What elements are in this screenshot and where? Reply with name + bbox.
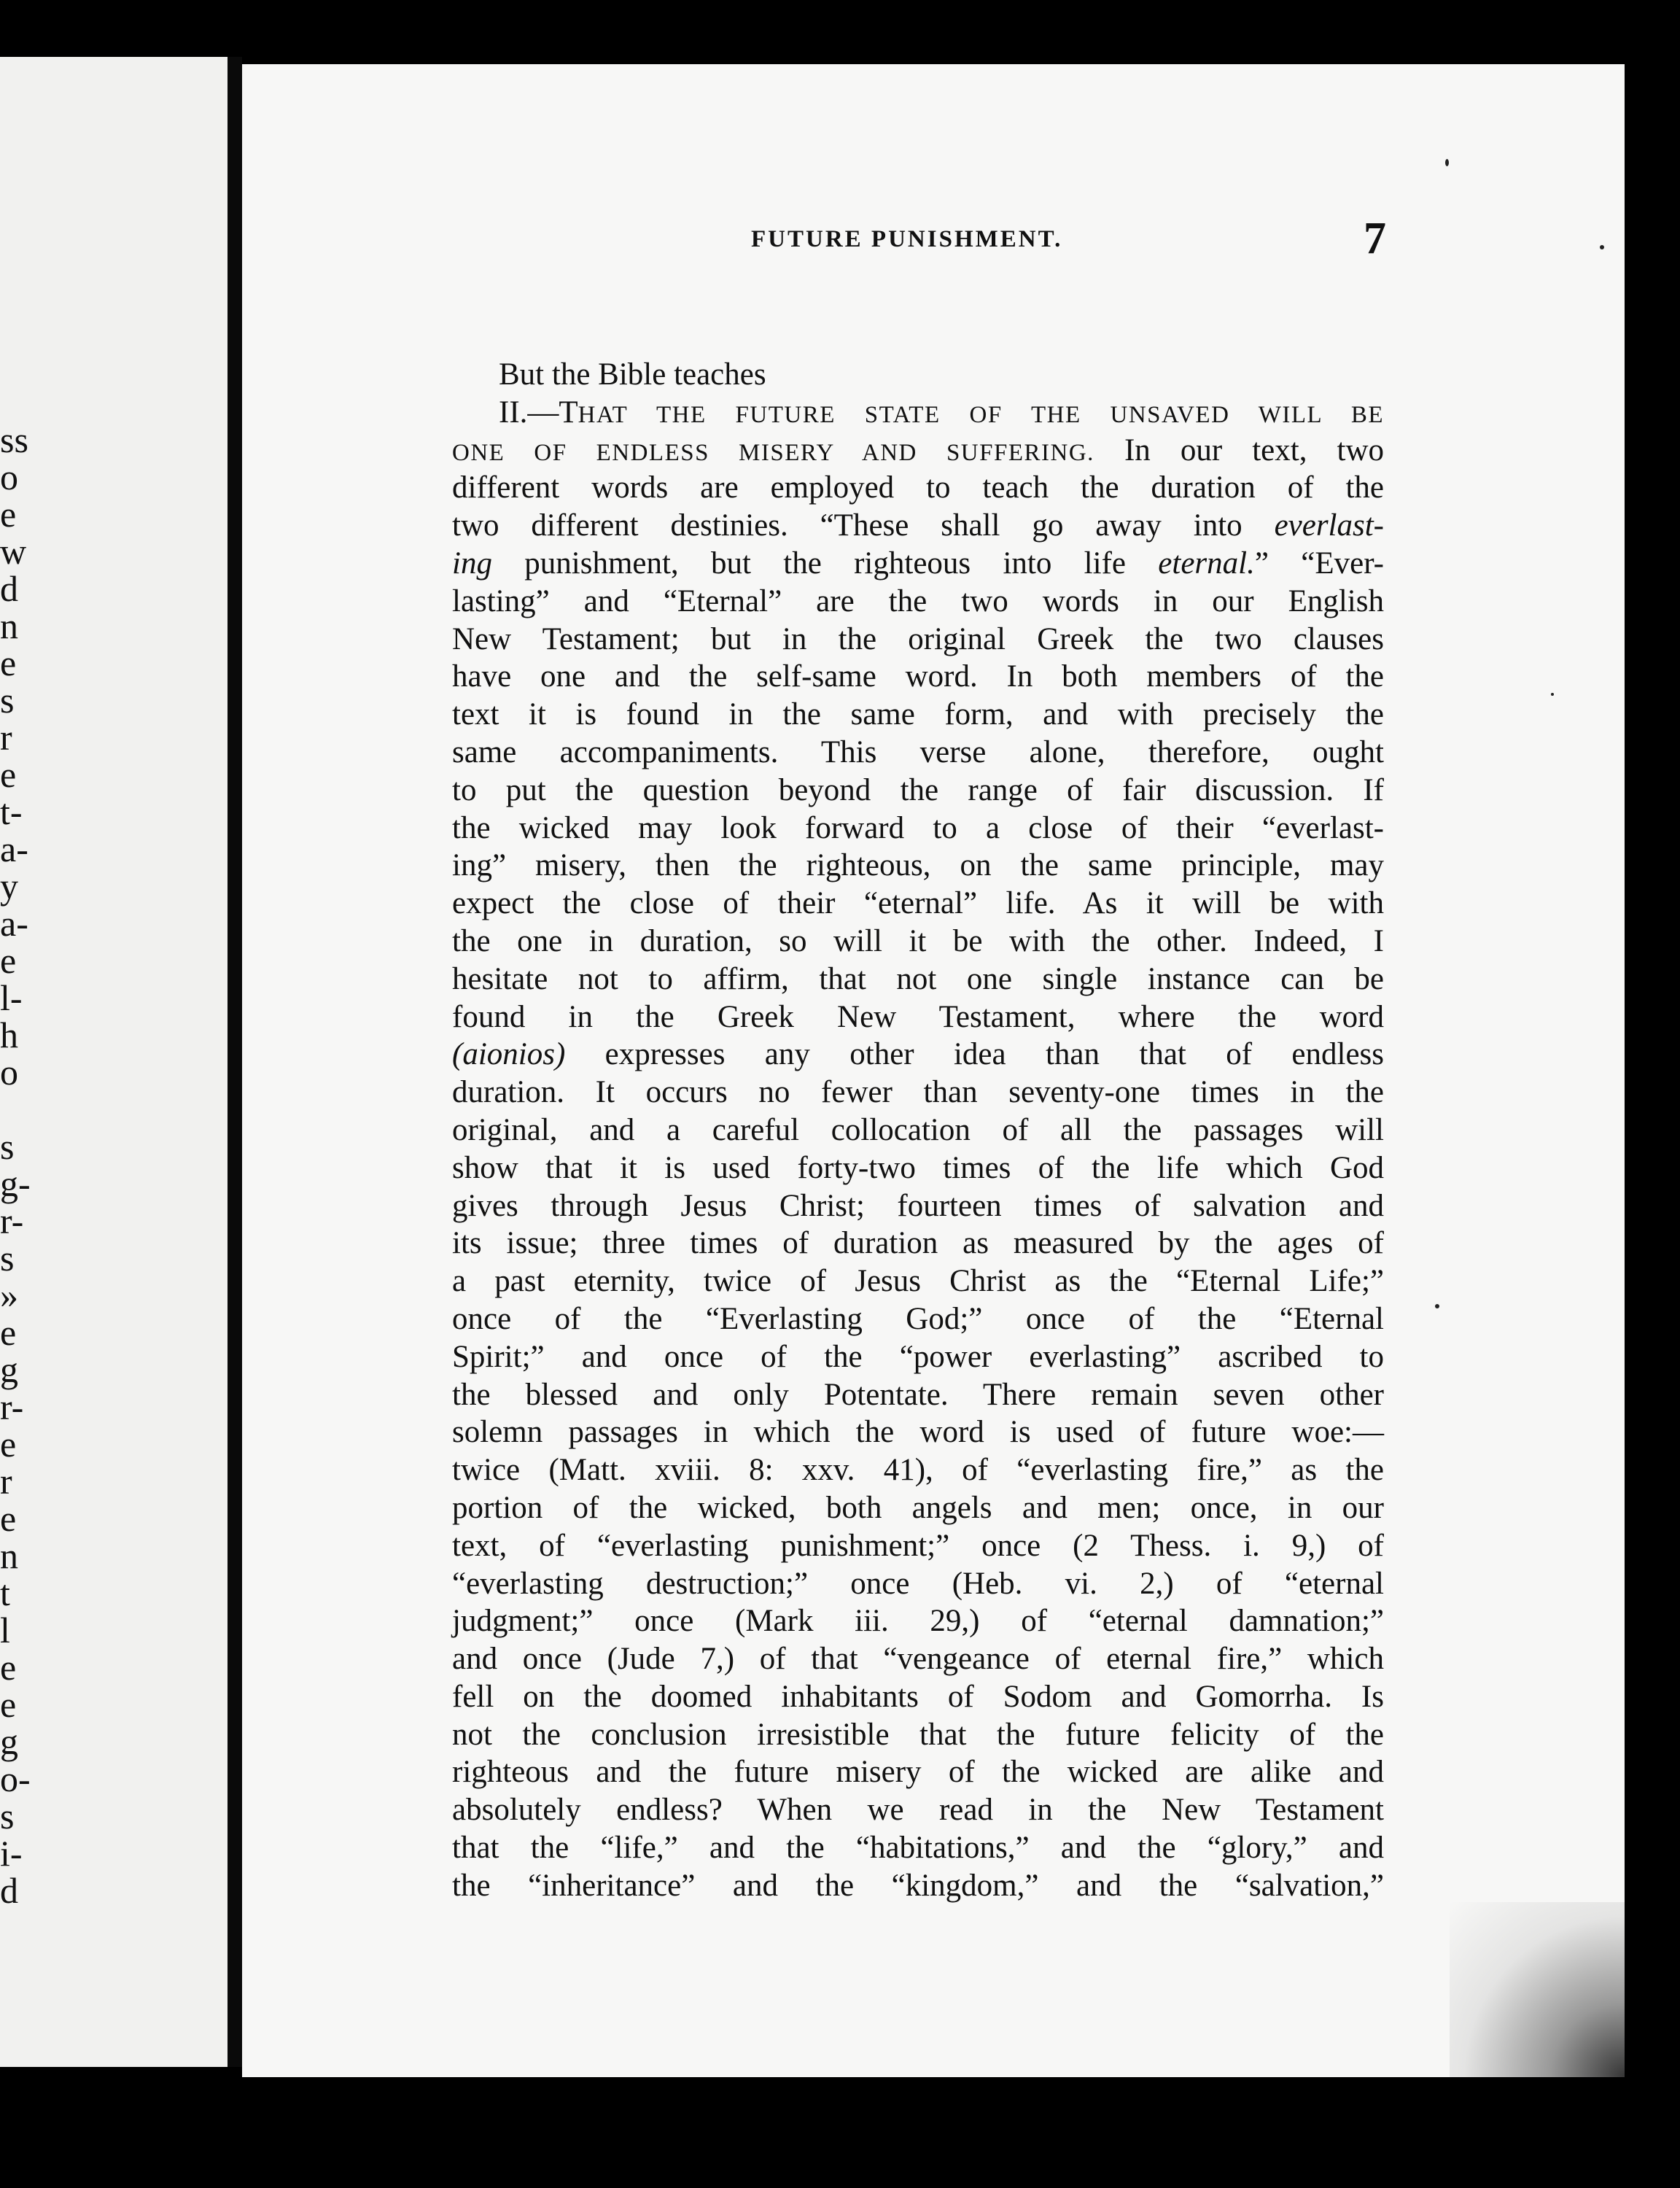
paper-speck — [1551, 693, 1554, 696]
left-margin-char: g — [0, 1721, 18, 1762]
text-line: ing” misery, then the righteous, on the same principle, may — [452, 848, 1384, 883]
text-line: same accompaniments. This verse alone, therefore, ought — [452, 734, 1384, 769]
text-line: judgment;” once (Mark iii. 29,) of “eternal damnation;” — [452, 1604, 1384, 1639]
running-head — [510, 214, 1386, 263]
left-margin-char: g — [0, 1349, 18, 1390]
left-margin-char: e — [0, 1647, 17, 1688]
left-page-cut-text — [0, 419, 44, 1911]
left-margin-char: s — [0, 1238, 15, 1279]
left-margin-char: d — [0, 568, 18, 609]
left-margin-char: s — [0, 680, 15, 721]
left-margin-char: e — [0, 494, 17, 535]
left-margin-char: r- — [0, 1200, 24, 1241]
text-line: two different destinies. “These shall go away into everlast- — [452, 508, 1384, 543]
left-page — [0, 57, 228, 2067]
left-margin-char: s — [0, 1796, 15, 1836]
text-line: found in the Greek New Testament, where the word — [452, 999, 1384, 1034]
page-corner-stain — [1450, 1902, 1625, 2077]
left-margin-char: t — [0, 1572, 10, 1613]
section-heading-line — [452, 394, 1384, 432]
text-line: a past eternity, twice of Jesus Christ as the “Eternal Life;” — [452, 1264, 1384, 1299]
left-margin-char: ss — [0, 419, 28, 460]
text-line: once of the “Everlasting God;” once of the “Eternal — [452, 1301, 1384, 1336]
text-line: absolutely endless? When we read in the New Testament — [452, 1793, 1384, 1828]
text-line: to put the question beyond the range of fair discussion. If — [452, 772, 1384, 807]
left-margin-char: n — [0, 605, 18, 646]
body-text — [452, 356, 1384, 1905]
left-margin-char: r- — [0, 1386, 24, 1427]
text-line: have one and the self-same word. In both members of the — [452, 659, 1384, 694]
text-line: text, of “everlasting punishment;” once (2 Thess. i. 9,) of — [452, 1528, 1384, 1563]
paper-speck — [1445, 159, 1449, 166]
section-heading-smallcaps: ONE OF ENDLESS MISERY AND SUFFERING. — [452, 439, 1094, 466]
left-margin-char: l- — [0, 977, 23, 1018]
section-heading-line — [452, 432, 1384, 470]
text-line: hesitate not to affirm, that not one single instance can be — [452, 961, 1384, 996]
left-margin-char: a- — [0, 829, 28, 869]
text-line: original, and a careful collocation of all the passages will — [452, 1112, 1384, 1147]
text-line: the “inheritance” and the “kingdom,” and the “salvation,” — [452, 1868, 1384, 1903]
left-margin-char: r — [0, 1461, 12, 1502]
text-line: solemn passages in which the word is used of future woe:— — [452, 1415, 1384, 1450]
text-line: and once (Jude 7,) of that “vengeance of eternal fire,” which — [452, 1642, 1384, 1677]
text-line: text it is found in the same form, and with precisely the — [452, 697, 1384, 732]
left-margin-char: o — [0, 457, 18, 497]
text-line: the blessed and only Potentate. There remain seven other — [452, 1377, 1384, 1412]
text-line: Spirit;” and once of the “power everlasting” ascribed to — [452, 1339, 1384, 1374]
left-margin-char: y — [0, 866, 18, 907]
left-margin-char: n — [0, 1535, 18, 1576]
text-line: gives through Jesus Christ; fourteen times of salvation and — [452, 1188, 1384, 1223]
text-line: twice (Matt. xviii. 8: xxv. 41), of “everlasting fire,” as the — [452, 1453, 1384, 1488]
left-margin-char: » — [0, 1275, 18, 1316]
text-line: “everlasting destruction;” once (Heb. vi. 2,) of “eternal — [452, 1566, 1384, 1601]
text-line: ing punishment, but the righteous into life eternal.” “Ever- — [452, 546, 1384, 581]
text-line: the wicked may look forward to a close of their “everlast- — [452, 810, 1384, 845]
section-number: II.—T — [499, 395, 578, 430]
left-margin-char: e — [0, 1498, 17, 1539]
left-margin-char — [0, 1091, 44, 1128]
left-margin-char: a- — [0, 903, 28, 944]
text-line: But the Bible teaches — [499, 357, 766, 392]
left-margin-char: w — [0, 531, 27, 572]
text-line: expect the close of their “eternal” life. As it will be with — [452, 886, 1384, 921]
text-line: righteous and the future misery of the wicked are alike and — [452, 1755, 1384, 1790]
text-line: New Testament; but in the original Greek the two clauses — [452, 621, 1384, 656]
left-margin-char: e — [0, 940, 17, 981]
left-margin-char: e — [0, 643, 17, 683]
left-margin-char: h — [0, 1015, 18, 1055]
left-margin-char: g- — [0, 1163, 31, 1204]
running-title: FUTURE PUNISHMENT. — [751, 226, 1063, 252]
text-line: its issue; three times of duration as measured by the ages of — [452, 1226, 1384, 1261]
text-line: lasting” and “Eternal” are the two words in our English — [452, 583, 1384, 618]
paper-speck — [1435, 1304, 1439, 1308]
text-line: fell on the doomed inhabitants of Sodom and Gomorrha. Is — [452, 1679, 1384, 1714]
text-line: different words are employed to teach the duration of the — [452, 470, 1384, 505]
text-line: duration. It occurs no fewer than seventy-one times in the — [452, 1075, 1384, 1110]
left-margin-char: e — [0, 1312, 17, 1353]
book-gutter — [228, 57, 242, 2067]
left-margin-char: t- — [0, 791, 23, 832]
left-margin-char: i- — [0, 1833, 23, 1874]
left-margin-char: s — [0, 1126, 15, 1167]
left-margin-char: e — [0, 1424, 17, 1465]
left-margin-char: o — [0, 1052, 18, 1093]
section-heading-smallcaps: HAT THE FUTURE STATE OF THE UNSAVED WILL BE — [578, 401, 1384, 428]
page-number: 7 — [1364, 214, 1386, 263]
left-margin-char: l — [0, 1610, 10, 1650]
text-line: show that it is used forty-two times of the life which God — [452, 1150, 1384, 1185]
left-margin-char: r — [0, 717, 12, 758]
paper-speck — [1600, 245, 1604, 249]
left-margin-char: d — [0, 1870, 18, 1911]
left-margin-char: e — [0, 754, 17, 795]
text-fragment: In our text, two — [1094, 432, 1384, 468]
text-line: not the conclusion irresistible that the future felicity of the — [452, 1717, 1384, 1752]
left-margin-char: o- — [0, 1758, 31, 1799]
left-margin-char: e — [0, 1684, 17, 1725]
text-line: portion of the wicked, both angels and men; once, in our — [452, 1490, 1384, 1525]
text-line: that the “life,” and the “habitations,” and the “glory,” and — [452, 1831, 1384, 1866]
text-line: (aionios) expresses any other idea than that of endless — [452, 1037, 1384, 1072]
text-line: the one in duration, so will it be with the other. Indeed, I — [452, 923, 1384, 958]
